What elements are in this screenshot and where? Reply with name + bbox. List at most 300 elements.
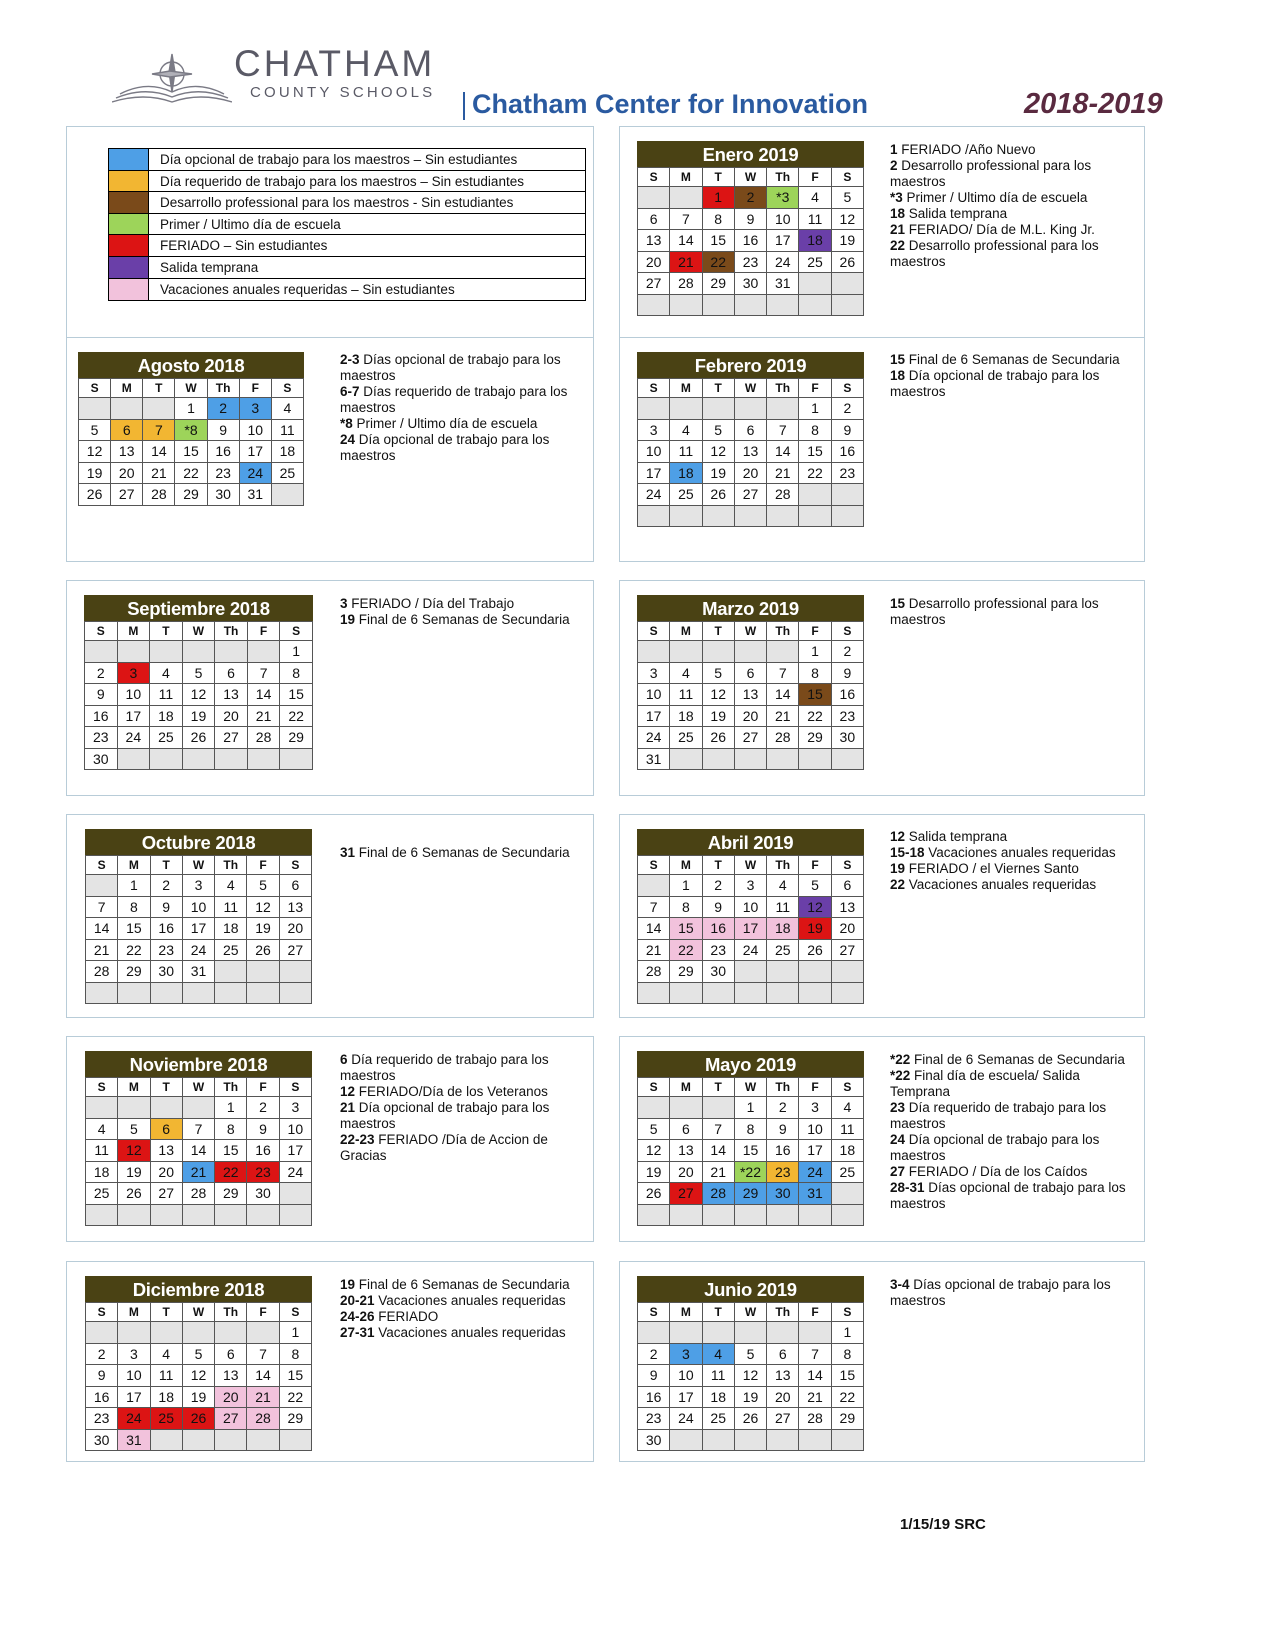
empty-day-cell — [638, 875, 670, 897]
empty-day-cell — [247, 961, 279, 983]
day-cell: 23 — [831, 462, 863, 484]
day-cell: 28 — [182, 1183, 214, 1205]
note-text: Días opcional de trabajo para los maestros — [890, 1277, 1111, 1308]
calendar-note — [340, 612, 590, 628]
day-cell: 15 — [799, 684, 831, 706]
day-cell: 2 — [702, 875, 734, 897]
day-cell: 19 — [702, 705, 734, 727]
day-cell: 12 — [799, 896, 831, 918]
empty-day-cell — [150, 641, 183, 663]
empty-day-cell — [670, 1204, 702, 1226]
weekday-header: T — [702, 168, 734, 187]
day-cell: 23 — [767, 1161, 799, 1183]
day-cell: 30 — [207, 484, 239, 506]
weekday-header: T — [150, 1303, 182, 1322]
note-date: 31 — [340, 845, 356, 860]
empty-day-cell — [638, 641, 670, 663]
note-date: 18 — [890, 206, 906, 221]
note-date: 15-18 — [890, 845, 925, 860]
day-cell: 8 — [799, 662, 831, 684]
day-cell: 2 — [247, 1097, 279, 1119]
day-cell: 4 — [670, 419, 702, 441]
note-date: 1 — [890, 142, 898, 157]
day-cell: 17 — [638, 705, 670, 727]
weekday-header: S — [831, 622, 863, 641]
note-date: *22 — [890, 1068, 911, 1083]
calendar-note — [890, 142, 1135, 158]
note-text: FERIADO — [374, 1309, 439, 1324]
empty-day-cell — [670, 187, 702, 209]
day-cell: 21 — [767, 705, 799, 727]
day-cell: 21 — [702, 1161, 734, 1183]
empty-day-cell — [247, 1429, 279, 1451]
day-cell: 2 — [150, 875, 182, 897]
day-cell: 19 — [702, 462, 734, 484]
notes-abril — [890, 829, 1140, 893]
calendar-note — [890, 1180, 1140, 1212]
day-cell: 2 — [831, 641, 863, 663]
day-cell: 28 — [702, 1183, 734, 1205]
empty-day-cell — [86, 875, 118, 897]
empty-day-cell — [831, 1204, 863, 1226]
weekday-header: T — [702, 856, 734, 875]
empty-day-cell — [734, 1204, 766, 1226]
empty-day-cell — [831, 273, 863, 295]
legend-label: Primer / Ultimo día de escuela — [160, 216, 341, 232]
weekday-header: Th — [767, 379, 799, 398]
empty-day-cell — [734, 505, 766, 527]
empty-day-cell — [702, 505, 734, 527]
weekday-header: S — [638, 856, 670, 875]
empty-day-cell — [767, 1322, 799, 1344]
note-date: *8 — [340, 416, 353, 431]
weekday-header: F — [247, 1078, 279, 1097]
note-date: 22 — [890, 877, 906, 892]
day-cell: 7 — [247, 662, 280, 684]
empty-day-cell — [279, 982, 311, 1004]
day-cell: 8 — [280, 662, 313, 684]
day-cell: 4 — [702, 1343, 734, 1365]
calendar-note — [340, 1100, 580, 1132]
calendar-note — [890, 1277, 1130, 1309]
calendar-note — [890, 596, 1130, 628]
day-cell: 26 — [702, 484, 734, 506]
notes-febrero — [890, 352, 1140, 400]
day-cell: 12 — [247, 896, 279, 918]
day-cell: 25 — [702, 1408, 734, 1430]
empty-day-cell — [182, 748, 215, 770]
empty-day-cell — [799, 294, 831, 316]
day-cell: 22 — [799, 705, 831, 727]
weekday-header: Th — [215, 622, 248, 641]
weekday-header: S — [831, 1078, 863, 1097]
note-text: Desarrollo professional para los maestros — [890, 158, 1092, 189]
day-cell: 9 — [207, 419, 239, 441]
day-cell: 4 — [799, 187, 831, 209]
day-cell: 6 — [767, 1343, 799, 1365]
weekday-header: M — [670, 622, 702, 641]
day-cell: 24 — [117, 727, 150, 749]
weekday-header: S — [280, 622, 313, 641]
day-cell: 26 — [118, 1183, 150, 1205]
empty-day-cell — [799, 748, 831, 770]
legend-row — [109, 149, 585, 171]
calendar-abril-2019 — [637, 829, 864, 1004]
empty-day-cell — [215, 982, 247, 1004]
day-cell: 9 — [247, 1118, 279, 1140]
day-cell: 6 — [215, 1343, 247, 1365]
day-cell: 31 — [239, 484, 271, 506]
day-cell: 9 — [831, 419, 863, 441]
day-cell: 17 — [118, 1386, 150, 1408]
day-cell: 4 — [670, 662, 702, 684]
empty-day-cell — [215, 748, 248, 770]
day-cell: 9 — [734, 208, 766, 230]
day-cell: 8 — [670, 896, 702, 918]
day-cell: 7 — [182, 1118, 214, 1140]
day-cell: 5 — [799, 875, 831, 897]
empty-day-cell — [670, 1429, 702, 1451]
empty-day-cell — [831, 505, 863, 527]
note-date: 2 — [890, 158, 898, 173]
day-cell: 14 — [247, 1365, 279, 1387]
calendar-febrero-2019 — [637, 352, 864, 527]
empty-day-cell — [767, 398, 799, 420]
weekday-header: S — [79, 379, 111, 398]
day-cell: 23 — [247, 1161, 279, 1183]
calendar-diciembre-2018 — [85, 1276, 312, 1451]
day-cell: 10 — [638, 441, 670, 463]
empty-day-cell — [117, 748, 150, 770]
month-title: Enero 2019 — [637, 141, 864, 167]
day-cell: 26 — [702, 727, 734, 749]
day-cell: 15 — [670, 918, 702, 940]
day-cell: 19 — [182, 1386, 214, 1408]
weekday-header: S — [279, 1303, 311, 1322]
notes-octubre — [340, 845, 590, 861]
day-cell: 12 — [831, 208, 863, 230]
weekday-header: S — [86, 856, 118, 875]
calendar-note — [340, 596, 590, 612]
note-text: Vacaciones anuales requeridas — [905, 877, 1097, 892]
empty-day-cell — [638, 294, 670, 316]
month-title: Febrero 2019 — [637, 352, 864, 378]
day-cell: 9 — [638, 1365, 670, 1387]
day-cell: 24 — [118, 1408, 150, 1430]
day-cell: 4 — [150, 1343, 182, 1365]
weekday-header: Th — [215, 1303, 247, 1322]
weekday-header: S — [279, 1078, 311, 1097]
legend-row — [109, 257, 585, 279]
note-text: Vacaciones anuales requeridas — [924, 845, 1116, 860]
weekday-header: M — [670, 168, 702, 187]
day-cell: *8 — [175, 419, 207, 441]
empty-day-cell — [638, 187, 670, 209]
calendar-note — [340, 352, 590, 384]
note-date: *3 — [890, 190, 903, 205]
empty-day-cell — [702, 1204, 734, 1226]
day-cell: 15 — [702, 230, 734, 252]
weekday-header: S — [638, 622, 670, 641]
empty-day-cell — [247, 1322, 279, 1344]
day-cell: 13 — [215, 684, 248, 706]
day-cell: 21 — [86, 939, 118, 961]
weekday-header: M — [670, 1303, 702, 1322]
empty-day-cell — [734, 294, 766, 316]
legend-swatch-green — [109, 214, 149, 235]
day-cell: 22 — [702, 251, 734, 273]
weekday-header: M — [118, 1303, 150, 1322]
day-cell: 20 — [279, 918, 311, 940]
weekday-header: T — [150, 856, 182, 875]
day-cell: 1 — [831, 1322, 863, 1344]
weekday-header: W — [182, 1078, 214, 1097]
legend-label: FERIADO – Sin estudiantes — [160, 238, 328, 254]
weekday-header: F — [799, 622, 831, 641]
weekday-header: S — [638, 168, 670, 187]
note-date: 24 — [890, 1132, 906, 1147]
empty-day-cell — [118, 1204, 150, 1226]
day-cell: 13 — [831, 896, 863, 918]
day-cell: 25 — [670, 484, 702, 506]
note-text: Desarrollo professional para los maestros — [890, 596, 1099, 627]
note-date: 19 — [890, 861, 906, 876]
day-cell: 31 — [118, 1429, 150, 1451]
empty-day-cell — [670, 1097, 702, 1119]
day-cell: 12 — [702, 441, 734, 463]
day-cell: 31 — [638, 748, 670, 770]
empty-day-cell — [831, 748, 863, 770]
weekday-header: W — [734, 379, 766, 398]
empty-day-cell — [734, 748, 766, 770]
empty-day-cell — [150, 1429, 182, 1451]
weekday-header: S — [86, 1078, 118, 1097]
day-cell: 1 — [670, 875, 702, 897]
day-cell: 3 — [118, 1343, 150, 1365]
page-title: Chatham Center for Innovation — [472, 89, 869, 119]
day-cell: 29 — [279, 1408, 311, 1430]
day-cell: 24 — [279, 1161, 311, 1183]
note-text: Día opcional de trabajo para los maestros — [890, 1132, 1100, 1163]
day-cell: 14 — [767, 441, 799, 463]
note-date: 18 — [890, 368, 906, 383]
note-date: 24 — [340, 432, 356, 447]
weekday-header: F — [799, 168, 831, 187]
day-cell: 2 — [207, 398, 239, 420]
day-cell: 28 — [767, 727, 799, 749]
legend-label: Día requerido de trabajo para los maestros – Sin estudiantes — [160, 173, 524, 189]
day-cell: 15 — [118, 918, 150, 940]
empty-day-cell — [734, 1322, 766, 1344]
day-cell: 5 — [182, 1343, 214, 1365]
day-cell: 17 — [117, 705, 150, 727]
legend-swatch-brown — [109, 192, 149, 213]
empty-day-cell — [799, 982, 831, 1004]
day-cell: 26 — [799, 939, 831, 961]
calendar-note — [890, 190, 1135, 206]
day-cell: 5 — [638, 1118, 670, 1140]
empty-day-cell — [279, 1183, 311, 1205]
day-cell: 9 — [767, 1118, 799, 1140]
calendar-mayo-2019 — [637, 1051, 864, 1226]
note-date: 28-31 — [890, 1180, 925, 1195]
day-cell: 3 — [670, 1343, 702, 1365]
day-cell: 6 — [734, 419, 766, 441]
calendar-junio-2019 — [637, 1276, 864, 1451]
day-cell: 19 — [247, 918, 279, 940]
day-cell: 22 — [799, 462, 831, 484]
weekday-header: Th — [207, 379, 239, 398]
day-cell: 19 — [831, 230, 863, 252]
calendar-note — [340, 1084, 580, 1100]
note-text: Día opcional de trabajo para los maestros — [340, 432, 550, 463]
empty-day-cell — [638, 1322, 670, 1344]
day-cell: 28 — [638, 961, 670, 983]
note-text: Vacaciones anuales requeridas — [374, 1293, 566, 1308]
day-cell: 7 — [799, 1343, 831, 1365]
day-cell: 2 — [85, 662, 118, 684]
note-text: FERIADO / el Viernes Santo — [905, 861, 1079, 876]
day-cell: 27 — [734, 484, 766, 506]
month-title: Diciembre 2018 — [85, 1276, 312, 1302]
legend-label: Desarrollo professional para los maestros - Sin estudiantes — [160, 195, 514, 211]
empty-day-cell — [702, 1097, 734, 1119]
empty-day-cell — [799, 273, 831, 295]
day-cell: 24 — [638, 484, 670, 506]
month-title: Agosto 2018 — [78, 352, 304, 378]
empty-day-cell — [182, 1322, 214, 1344]
day-cell: 14 — [767, 684, 799, 706]
day-cell: 25 — [799, 251, 831, 273]
weekday-header: W — [734, 1303, 766, 1322]
day-cell: 28 — [799, 1408, 831, 1430]
day-cell: 1 — [118, 875, 150, 897]
empty-day-cell — [767, 982, 799, 1004]
calendar-marzo-2019 — [637, 595, 864, 770]
empty-day-cell — [638, 505, 670, 527]
logo-name: CHATHAM — [234, 43, 436, 84]
weekday-header: T — [702, 1078, 734, 1097]
day-cell: 18 — [831, 1140, 863, 1162]
empty-day-cell — [247, 1204, 279, 1226]
note-text: FERIADO /Año Nuevo — [897, 142, 1036, 157]
empty-day-cell — [767, 961, 799, 983]
day-cell: 17 — [638, 462, 670, 484]
notes-septiembre — [340, 596, 590, 628]
month-title: Octubre 2018 — [85, 829, 312, 855]
empty-day-cell — [638, 982, 670, 1004]
empty-day-cell — [799, 1429, 831, 1451]
day-cell: 24 — [182, 939, 214, 961]
empty-day-cell — [702, 748, 734, 770]
day-cell: 26 — [638, 1183, 670, 1205]
weekday-header: W — [182, 856, 214, 875]
day-cell: 19 — [118, 1161, 150, 1183]
day-cell: 23 — [831, 705, 863, 727]
day-cell: 22 — [670, 939, 702, 961]
weekday-header: F — [799, 1303, 831, 1322]
weekday-header: T — [150, 1078, 182, 1097]
day-cell: 7 — [767, 662, 799, 684]
day-cell: 10 — [279, 1118, 311, 1140]
day-cell: 30 — [702, 961, 734, 983]
day-cell: 26 — [79, 484, 111, 506]
calendar-note — [890, 1100, 1140, 1132]
day-cell: 3 — [239, 398, 271, 420]
day-cell: 2 — [831, 398, 863, 420]
day-cell: 13 — [111, 441, 143, 463]
day-cell: 11 — [271, 419, 303, 441]
day-cell: 17 — [279, 1140, 311, 1162]
day-cell: 24 — [670, 1408, 702, 1430]
school-year: 2018-2019 — [1024, 88, 1163, 120]
empty-day-cell — [702, 641, 734, 663]
day-cell: 27 — [734, 727, 766, 749]
weekday-header: M — [117, 622, 150, 641]
day-cell: 20 — [638, 251, 670, 273]
note-text: Primer / Ultimo día de escuela — [352, 416, 538, 431]
empty-day-cell — [799, 505, 831, 527]
day-cell: 10 — [799, 1118, 831, 1140]
calendar-note — [340, 432, 590, 464]
weekday-header: S — [279, 856, 311, 875]
day-cell: 28 — [143, 484, 175, 506]
title-separator — [463, 92, 465, 120]
weekday-header: S — [638, 1303, 670, 1322]
day-cell: 2 — [638, 1343, 670, 1365]
day-cell: 21 — [143, 462, 175, 484]
calendar-note — [340, 1052, 580, 1084]
empty-day-cell — [734, 641, 766, 663]
day-cell: 1 — [799, 641, 831, 663]
note-text: Día opcional de trabajo para los maestros — [340, 1100, 550, 1131]
day-cell: 10 — [670, 1365, 702, 1387]
weekday-header: M — [118, 856, 150, 875]
legend-row — [109, 192, 585, 214]
note-text: Final de 6 Semanas de Secundaria — [355, 1277, 570, 1292]
note-text: Día requerido de trabajo para los maestros — [890, 1100, 1107, 1131]
month-title: Noviembre 2018 — [85, 1051, 312, 1077]
weekday-header: T — [702, 1303, 734, 1322]
day-cell: 25 — [150, 1408, 182, 1430]
empty-day-cell — [215, 641, 248, 663]
day-cell: 4 — [86, 1118, 118, 1140]
month-title: Mayo 2019 — [637, 1051, 864, 1077]
day-cell: 29 — [280, 727, 313, 749]
day-cell: 6 — [734, 662, 766, 684]
empty-day-cell — [831, 1429, 863, 1451]
day-cell: 11 — [799, 208, 831, 230]
day-cell: 25 — [215, 939, 247, 961]
day-cell: 23 — [207, 462, 239, 484]
empty-day-cell — [638, 1097, 670, 1119]
day-cell: 22 — [280, 705, 313, 727]
legend-swatch-yellow — [109, 171, 149, 192]
legend-label: Día opcional de trabajo para los maestros – Sin estudiantes — [160, 152, 518, 167]
weekday-header: S — [831, 856, 863, 875]
day-cell: 23 — [734, 251, 766, 273]
empty-day-cell — [215, 1204, 247, 1226]
day-cell: 23 — [638, 1408, 670, 1430]
day-cell: 6 — [831, 875, 863, 897]
empty-day-cell — [767, 505, 799, 527]
day-cell: 18 — [150, 1386, 182, 1408]
day-cell: 7 — [247, 1343, 279, 1365]
day-cell: 20 — [734, 462, 766, 484]
day-cell: 11 — [86, 1140, 118, 1162]
day-cell: 16 — [85, 705, 118, 727]
day-cell: 20 — [670, 1161, 702, 1183]
